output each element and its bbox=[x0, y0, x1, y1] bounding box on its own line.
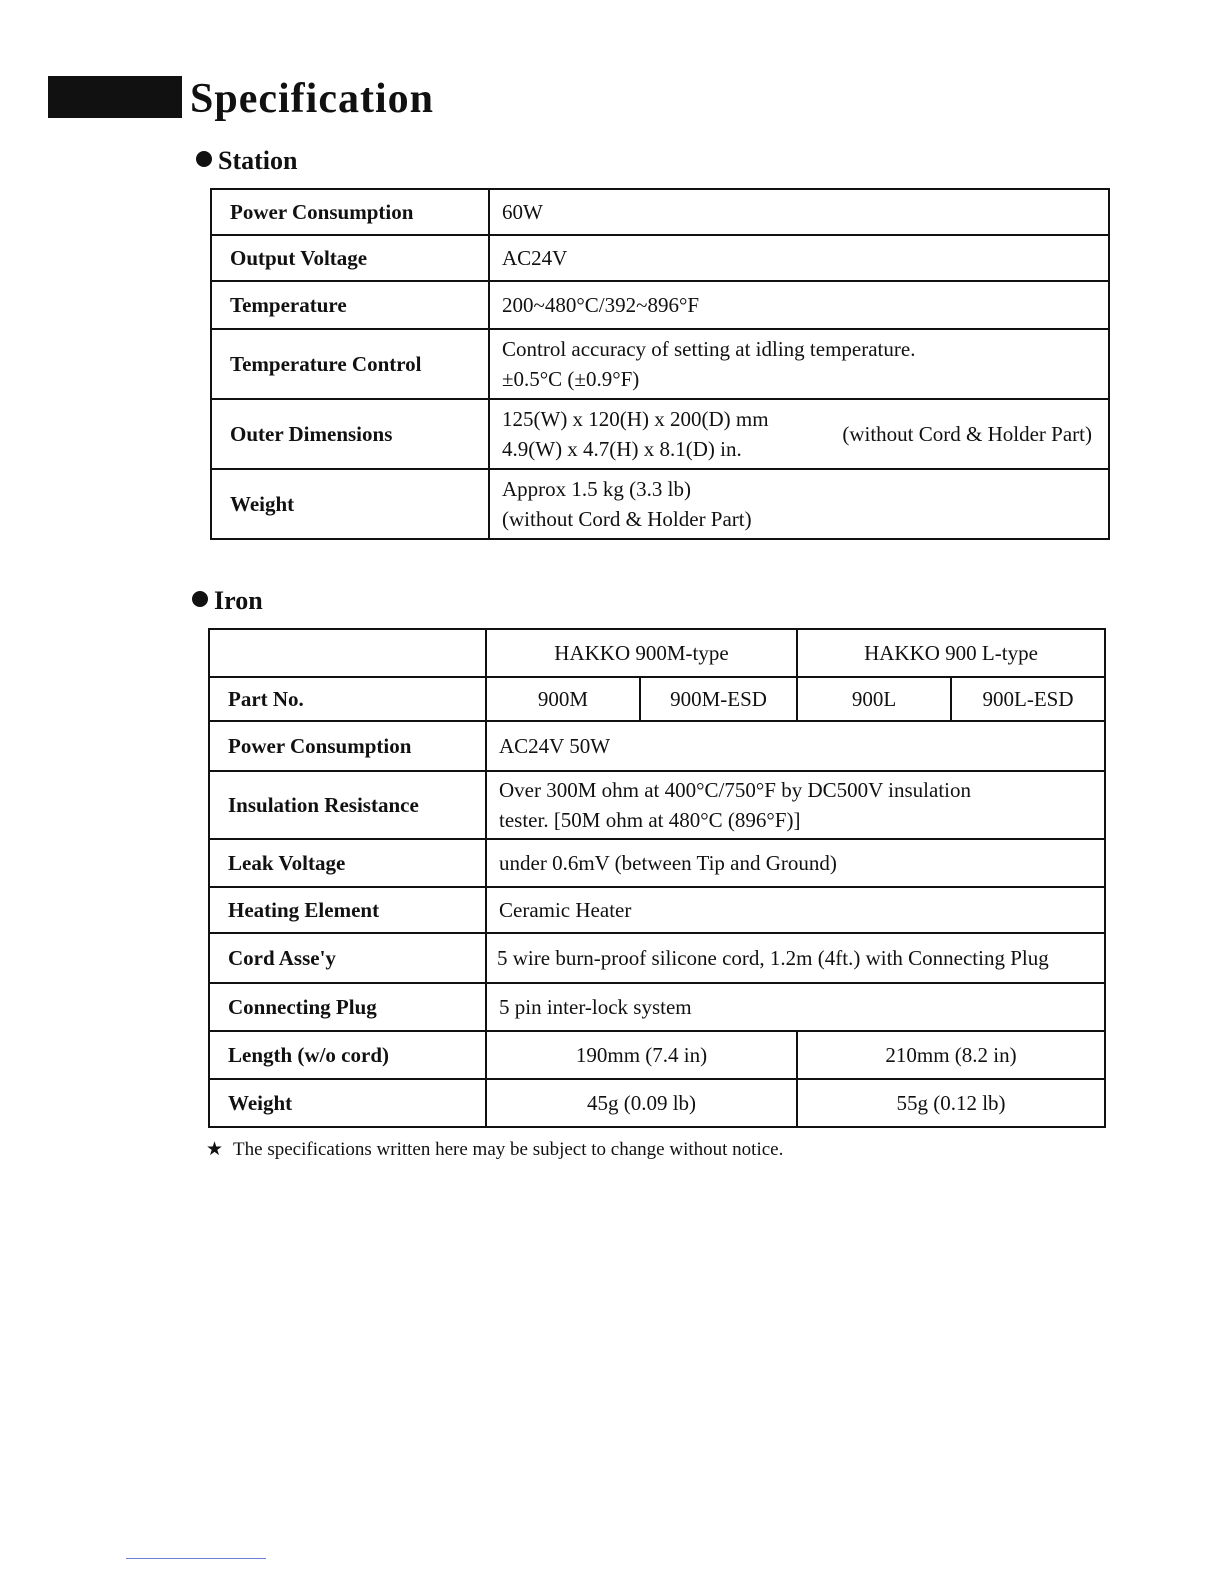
table-row bbox=[209, 933, 1105, 983]
value-line: (without Cord & Holder Part) bbox=[502, 507, 752, 531]
row-label: Weight bbox=[211, 469, 489, 539]
part-no-cell: 900M bbox=[486, 677, 640, 721]
star-icon: ★ bbox=[206, 1139, 224, 1160]
iron-heading-text: Iron bbox=[214, 586, 263, 615]
value-line: Approx 1.5 kg (3.3 lb) bbox=[502, 477, 691, 501]
bullet-icon bbox=[192, 591, 208, 607]
value-line: ±0.5°C (±0.9°F) bbox=[502, 367, 640, 391]
iron-heading bbox=[192, 586, 263, 616]
row-value: AC24V 50W bbox=[486, 721, 1105, 771]
table-row bbox=[211, 189, 1109, 235]
dimensions-block bbox=[502, 404, 1096, 464]
row-value: 200~480°C/392~896°F bbox=[489, 281, 1109, 329]
row-label: Length (w/o cord) bbox=[209, 1031, 486, 1079]
table-row bbox=[211, 329, 1109, 399]
row-value: Ceramic Heater bbox=[486, 887, 1105, 933]
dimensions-note: (without Cord & Holder Part) bbox=[842, 422, 1092, 446]
station-heading bbox=[196, 146, 297, 176]
row-label: Temperature bbox=[211, 281, 489, 329]
title-block-bar bbox=[48, 76, 182, 118]
table-row bbox=[211, 399, 1109, 469]
table-row bbox=[209, 629, 1105, 677]
table-row bbox=[211, 469, 1109, 539]
row-label: Leak Voltage bbox=[209, 839, 486, 887]
row-value: 5 pin inter-lock system bbox=[486, 983, 1105, 1031]
type-header-l: HAKKO 900 L-type bbox=[797, 629, 1105, 677]
row-value bbox=[486, 771, 1105, 839]
footnote bbox=[206, 1138, 783, 1162]
table-row bbox=[209, 677, 1105, 721]
table-row bbox=[209, 1031, 1105, 1079]
table-row bbox=[209, 771, 1105, 839]
part-no-cell: 900L bbox=[797, 677, 951, 721]
row-label: Connecting Plug bbox=[209, 983, 486, 1031]
weight-l-value: 55g (0.12 lb) bbox=[797, 1079, 1105, 1127]
length-l-value: 210mm (8.2 in) bbox=[797, 1031, 1105, 1079]
page-title: Specification bbox=[190, 76, 434, 122]
table-row bbox=[209, 887, 1105, 933]
row-label: Temperature Control bbox=[211, 329, 489, 399]
table-row bbox=[209, 983, 1105, 1031]
weight-m-value: 45g (0.09 lb) bbox=[486, 1079, 797, 1127]
station-heading-text: Station bbox=[218, 146, 298, 175]
iron-spec-table bbox=[208, 628, 1106, 1128]
row-label: Outer Dimensions bbox=[211, 399, 489, 469]
row-label: Weight bbox=[209, 1079, 486, 1127]
row-label: Cord Asse'y bbox=[209, 933, 486, 983]
row-value: AC24V bbox=[489, 235, 1109, 281]
row-label: Part No. bbox=[209, 677, 486, 721]
empty-cell bbox=[209, 629, 486, 677]
part-no-cell: 900L-ESD bbox=[951, 677, 1105, 721]
row-label: Insulation Resistance bbox=[209, 771, 486, 839]
value-line: tester. [50M ohm at 480°C (896°F)] bbox=[499, 808, 801, 832]
length-m-value: 190mm (7.4 in) bbox=[486, 1031, 797, 1079]
row-value: under 0.6mV (between Tip and Ground) bbox=[486, 839, 1105, 887]
table-row bbox=[211, 281, 1109, 329]
footnote-text: The specifications written here may be subject to change without notice. bbox=[233, 1139, 784, 1160]
value-line: Over 300M ohm at 400°C/750°F by DC500V insulation bbox=[499, 778, 971, 802]
table-row bbox=[209, 839, 1105, 887]
table-row bbox=[209, 1079, 1105, 1127]
row-value: 5 wire burn-proof silicone cord, 1.2m (4ft.) with Connecting Plug bbox=[486, 933, 1105, 983]
page-divider bbox=[126, 1558, 266, 1559]
row-label: Heating Element bbox=[209, 887, 486, 933]
table-row bbox=[211, 235, 1109, 281]
row-value bbox=[489, 399, 1109, 469]
dimensions-values bbox=[502, 404, 769, 464]
row-value bbox=[489, 329, 1109, 399]
row-label: Power Consumption bbox=[211, 189, 489, 235]
row-label: Output Voltage bbox=[211, 235, 489, 281]
type-header-m: HAKKO 900M-type bbox=[486, 629, 797, 677]
row-value: 60W bbox=[489, 189, 1109, 235]
station-spec-table bbox=[210, 188, 1110, 540]
row-label: Power Consumption bbox=[209, 721, 486, 771]
value-line: 4.9(W) x 4.7(H) x 8.1(D) in. bbox=[502, 437, 742, 461]
value-line: Control accuracy of setting at idling temperature. bbox=[502, 337, 916, 361]
value-line: 125(W) x 120(H) x 200(D) mm bbox=[502, 407, 769, 431]
table-row bbox=[209, 721, 1105, 771]
bullet-icon bbox=[196, 151, 212, 167]
row-value bbox=[489, 469, 1109, 539]
part-no-cell: 900M-ESD bbox=[640, 677, 797, 721]
